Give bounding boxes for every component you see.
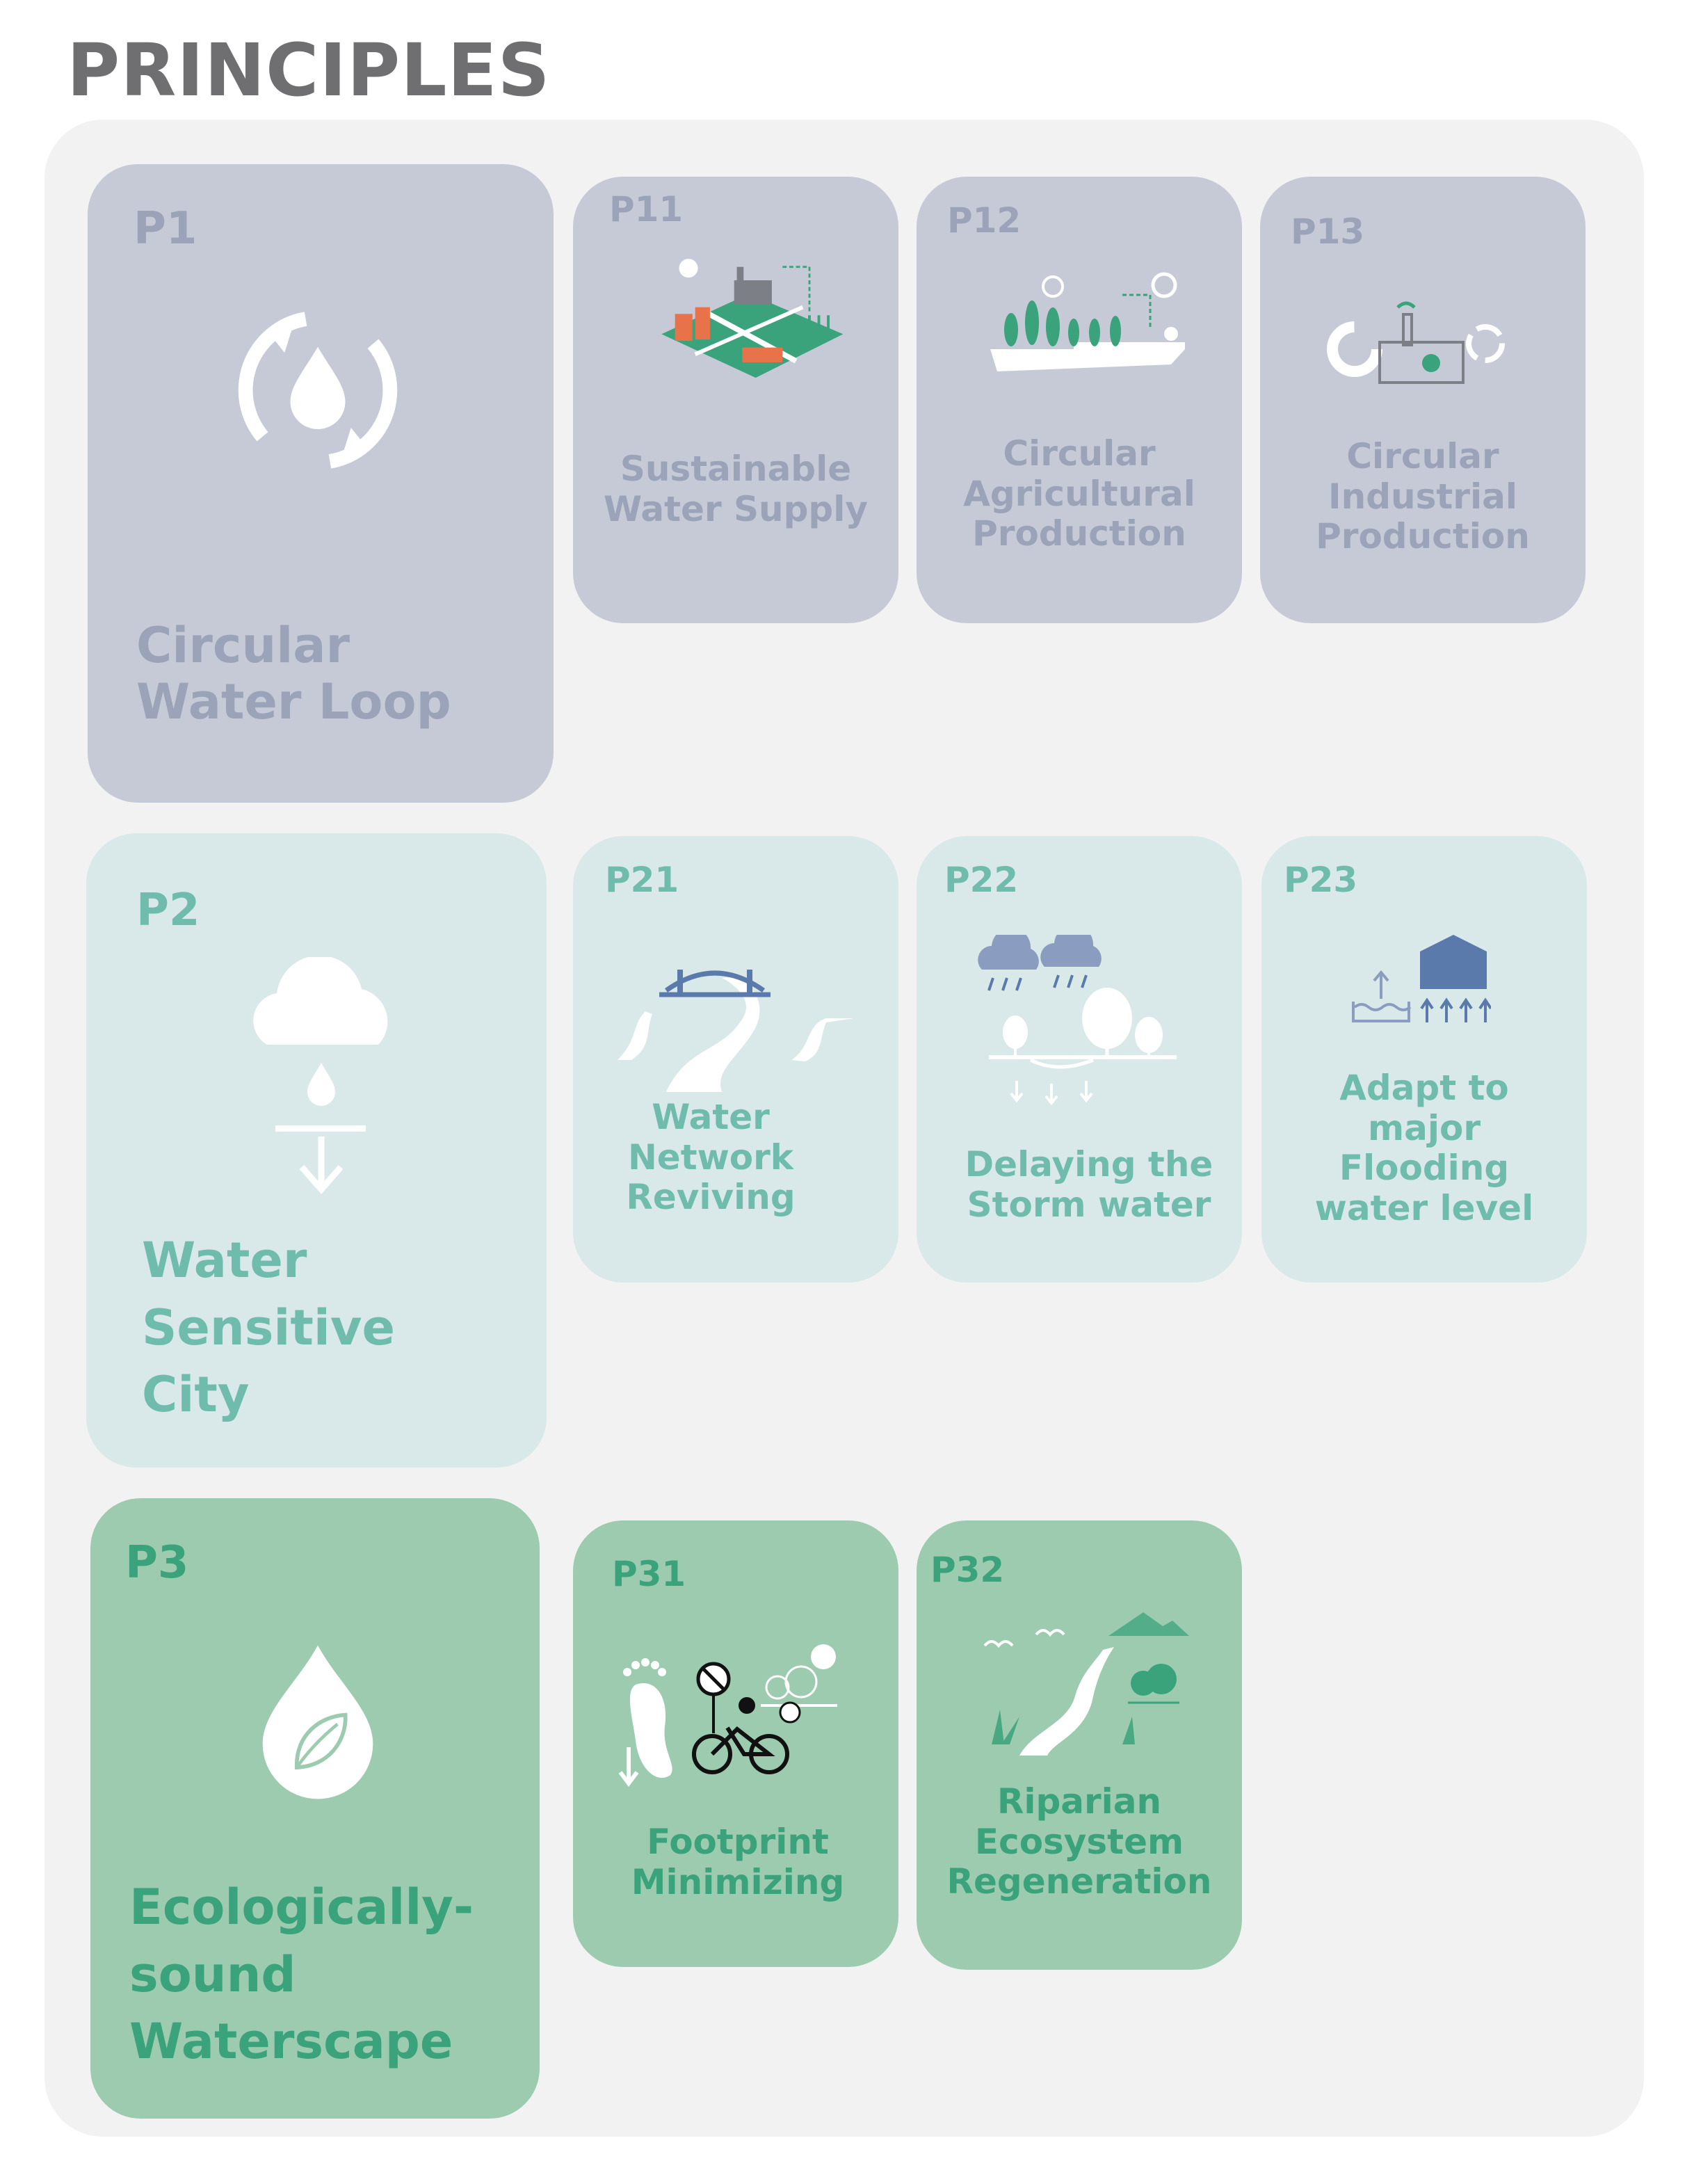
card-p12	[917, 177, 1242, 623]
card-p21	[573, 836, 898, 1283]
principle-label: Ecologically- sound Waterscape	[129, 1879, 474, 2071]
sub-principle-label: Delaying the Storm water	[965, 1144, 1213, 1225]
sub-principle-label: Adapt to major Flooding water level	[1314, 1068, 1534, 1228]
card-p22	[917, 836, 1242, 1283]
sub-principle-label: Riparian Ecosystem Regeneration	[946, 1781, 1212, 1902]
card-p2	[86, 833, 547, 1468]
principle-code: P3	[125, 1537, 189, 1589]
sub-principle-label: Water Network Reviving	[626, 1097, 796, 1217]
card-p23	[1261, 836, 1587, 1283]
sub-principle-code: P12	[947, 200, 1022, 241]
card-p3	[90, 1498, 540, 2119]
sub-principle-label: Circular Industrial Production	[1316, 436, 1530, 556]
principles-panel	[45, 120, 1644, 2137]
sub-principle-label: Circular Agricultural Production	[963, 433, 1195, 554]
principle-code: P2	[136, 885, 200, 936]
sub-principle-code: P31	[612, 1554, 686, 1594]
page-title: PRINCIPLES	[67, 28, 551, 113]
card-p11	[573, 177, 898, 623]
leaf-drop-icon	[259, 1637, 377, 1806]
sub-principle-label: Footprint Minimizing	[631, 1822, 845, 1902]
principle-label: Circular Water Loop	[136, 617, 451, 730]
sub-principle-code: P13	[1291, 211, 1365, 252]
sub-principle-label: Sustainable Water Supply	[604, 449, 868, 529]
river-bridge-icon	[618, 942, 854, 1095]
card-p1	[88, 164, 554, 803]
sub-principle-code: P32	[930, 1550, 1005, 1590]
flood-adapt-house-icon	[1352, 932, 1491, 1029]
cloud-rain-icon	[239, 957, 406, 1207]
footprint-bike-icon	[615, 1636, 865, 1796]
water-cycle-icon	[224, 296, 412, 484]
principle-label: Water Sensitive City	[142, 1232, 395, 1424]
sub-principle-code: P23	[1284, 860, 1358, 900]
card-p13	[1260, 177, 1586, 623]
sub-principle-code: P21	[605, 860, 679, 900]
riparian-river-icon	[978, 1605, 1200, 1758]
industry-recycle-icon	[1327, 294, 1508, 391]
agriculture-icon	[983, 267, 1192, 378]
city-water-supply-icon	[648, 253, 850, 388]
card-p31	[573, 1520, 898, 1967]
principle-code: P1	[134, 203, 197, 255]
card-p32	[917, 1520, 1242, 1970]
sub-principle-code: P22	[944, 860, 1019, 900]
sub-principle-code: P11	[609, 189, 684, 230]
storm-infiltration-icon	[975, 935, 1184, 1123]
